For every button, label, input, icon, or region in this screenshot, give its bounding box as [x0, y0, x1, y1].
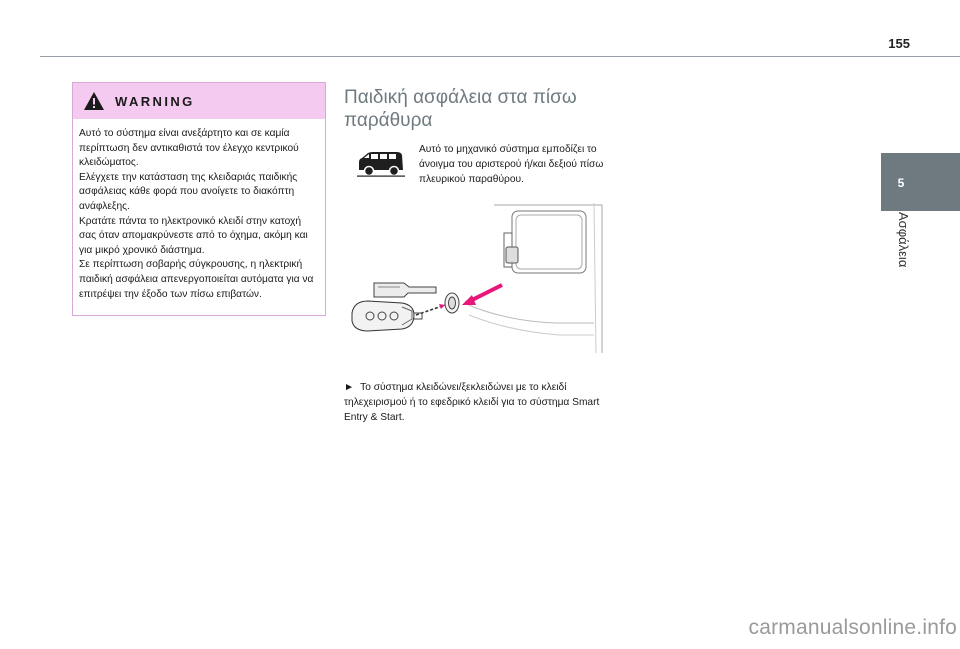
section-title: Παιδική ασφάλεια στα πίσω παράθυρα: [344, 87, 577, 131]
car-side-icon: [357, 149, 405, 177]
warning-header: [73, 83, 325, 119]
watermark: carmanualsonline.info: [748, 616, 957, 639]
chapter-tab-label: Ασφάλεια: [896, 212, 911, 268]
warning-body: [73, 119, 325, 302]
warning-box: [72, 82, 326, 316]
warning-paragraph: Ελέγχετε την κατάσταση της κλειδαριάς παιδικής ασφάλειας κάθε φορά που ανοίγετε το διακόπτη ανάφλεξης.: [79, 171, 298, 212]
chapter-tab-number: 5: [897, 176, 905, 190]
warning-paragraph: Αυτό το σύστημα είναι ανεξάρτητο και σε καμία περίπτωση δεν αντικαθιστά τον έλεγχο κεντρικού κλειδώματος.: [79, 128, 299, 169]
warning-triangle-icon: [83, 91, 105, 111]
bullet-arrow-icon: ►: [344, 382, 355, 393]
intro-text: Αυτό το μηχανικό σύστημα εμποδίζει το άνοιγμα του αριστερού ή/και δεξιού πίσω πλευρικού παραθύρου.: [419, 144, 604, 185]
page-number: 155: [888, 36, 910, 51]
warning-title: WARNING: [115, 93, 195, 109]
warning-paragraph: Σε περίπτωση σοβαρής σύγκρουσης, η ηλεκτρική παιδική ασφάλεια απενεργοποιείται αυτόματα για να επιτρέψει την έξοδο των πίσω επιβατών.: [79, 259, 314, 300]
instruction-text: Το σύστημα κλειδώνει/ξεκλειδώνει με το κλειδί τηλεχειρισμού ή το εφεδρικό κλειδί για το σύστημα Smart Entry & Start.: [344, 382, 600, 423]
header-divider: [40, 56, 960, 57]
child-lock-illustration: [344, 203, 606, 353]
warning-paragraph: Κρατάτε πάντα το ηλεκτρονικό κλειδί στην κατοχή σας όταν απομακρύνεστε από το όχημα, ακόμη και για μικρό χρονικό διάστημα.: [79, 215, 308, 256]
instruction-bullet: [344, 380, 624, 425]
